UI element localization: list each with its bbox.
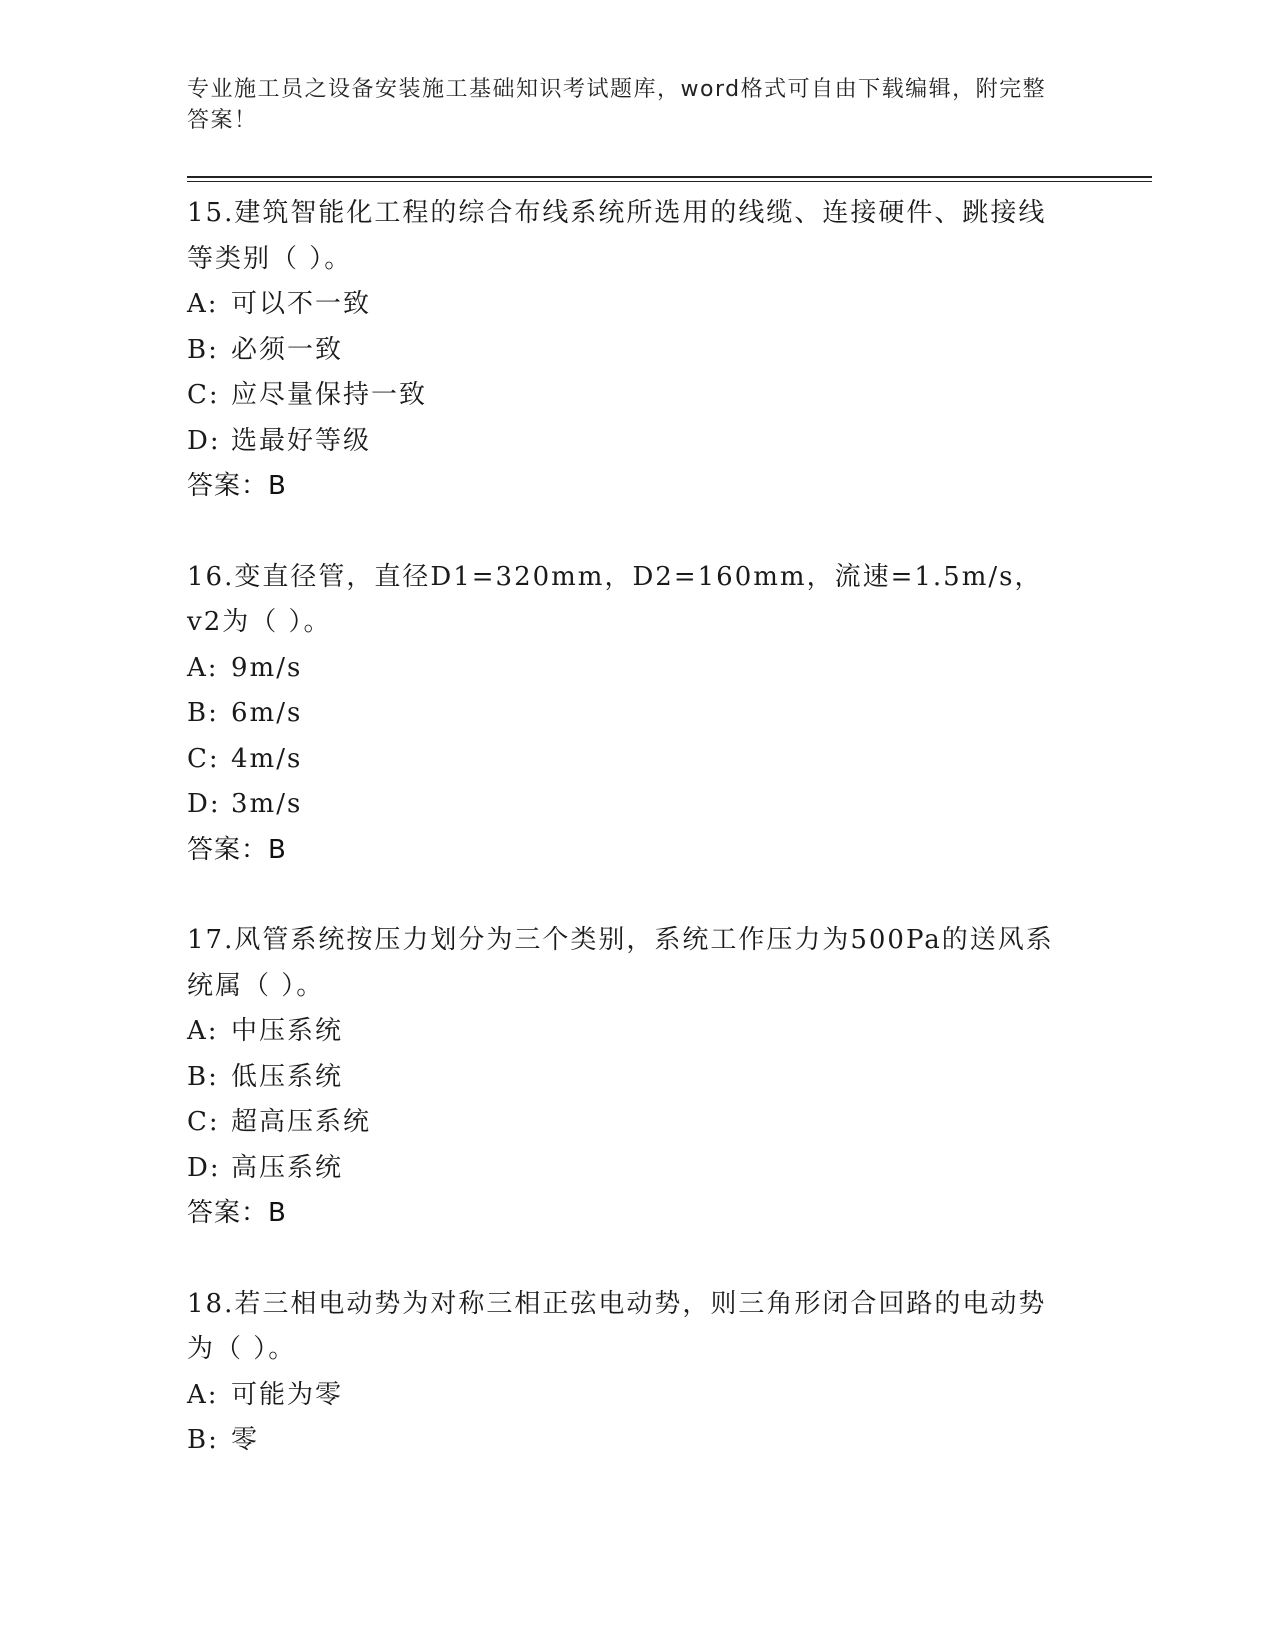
question-18 — [187, 1282, 1087, 1464]
option-b — [187, 328, 1087, 374]
answer: 答案：B — [187, 1198, 287, 1228]
option-letter: D: — [187, 1152, 221, 1183]
option-letter: C: — [187, 1107, 220, 1137]
option-letter: D: — [187, 789, 221, 819]
option-c — [187, 1100, 1087, 1146]
option-text: 低压系统 — [231, 1061, 344, 1092]
option-letter: C: — [187, 380, 220, 410]
option-text: 中压系统 — [231, 1016, 344, 1046]
question-15 — [187, 191, 1087, 510]
answer: 答案：B — [187, 834, 287, 865]
question-text: 16.变直径管，直径D1=320mm，D2=160mm，流速=1.5m/s，v2为（ ）。 — [187, 561, 1043, 637]
option-a — [187, 282, 1087, 328]
answer: 答案：B — [187, 471, 287, 501]
option-text: 必须一致 — [231, 334, 344, 365]
option-text: 4m/s — [231, 743, 303, 774]
option-letter: A: — [187, 652, 219, 683]
option-b — [187, 691, 1087, 737]
option-b — [187, 1418, 1087, 1464]
option-letter: A: — [187, 1379, 219, 1410]
option-text: 9m/s — [231, 652, 303, 683]
question-text: 17.风管系统按压力划分为三个类别，系统工作压力为500Pa的送风系统属（ ）。 — [187, 925, 1054, 1001]
option-letter: A: — [187, 1016, 219, 1046]
question-text: 18.若三相电动势为对称三相正弦电动势，则三角形闭合回路的电动势为（ ）。 — [187, 1288, 1047, 1364]
option-letter: A: — [187, 289, 219, 319]
option-c — [187, 373, 1087, 419]
header-divider-thick — [187, 176, 1152, 178]
option-letter: B: — [187, 334, 219, 365]
question-17 — [187, 918, 1087, 1237]
option-text: 选最好等级 — [231, 425, 372, 456]
option-text: 6m/s — [231, 698, 303, 728]
question-list — [187, 191, 1087, 1509]
option-a — [187, 1373, 1087, 1419]
option-text: 应尽量保持一致 — [231, 380, 428, 410]
option-letter: B: — [187, 1425, 219, 1455]
option-letter: D: — [187, 425, 221, 456]
option-d — [187, 782, 1087, 828]
option-d — [187, 419, 1087, 465]
option-text: 3m/s — [231, 789, 303, 819]
question-text: 15.建筑智能化工程的综合布线系统所选用的线缆、连接硬件、跳接线等类别（ ）。 — [187, 198, 1047, 274]
option-text: 可以不一致 — [231, 289, 372, 319]
option-a — [187, 1009, 1087, 1055]
option-text: 超高压系统 — [231, 1107, 372, 1137]
option-text: 可能为零 — [231, 1379, 344, 1410]
option-b — [187, 1055, 1087, 1101]
document-header: 专业施工员之设备安装施工基础知识考试题库，word格式可自由下载编辑，附完整答案！ — [187, 77, 1047, 133]
option-a — [187, 646, 1087, 692]
option-letter: C: — [187, 743, 220, 774]
option-d — [187, 1146, 1087, 1192]
option-letter: B: — [187, 1061, 219, 1092]
header-divider-thin — [187, 181, 1152, 182]
option-text: 零 — [231, 1425, 260, 1455]
option-c — [187, 737, 1087, 783]
question-16 — [187, 555, 1087, 874]
option-text: 高压系统 — [231, 1152, 344, 1183]
option-letter: B: — [187, 698, 219, 728]
